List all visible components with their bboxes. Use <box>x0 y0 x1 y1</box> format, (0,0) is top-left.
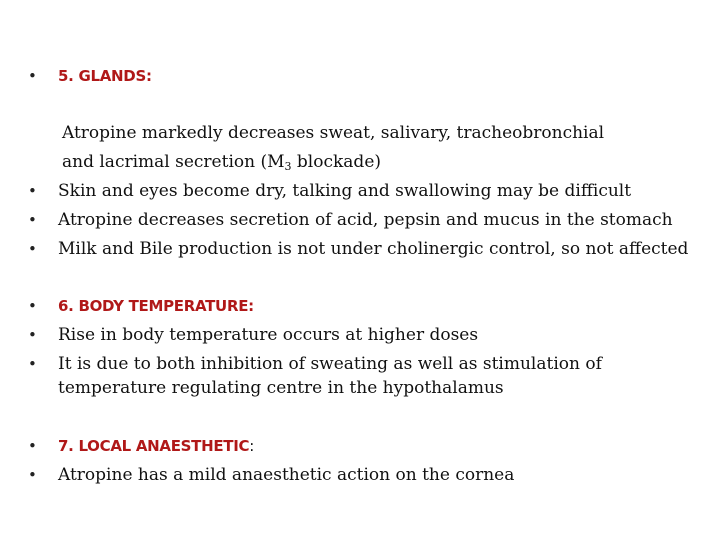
body-temperature-item: It is due to both inhibition of sweating as well as stimulation of <box>58 354 602 374</box>
glands-item: Atropine decreases secretion of acid, pepsin and mucus in the stomach <box>58 210 673 230</box>
glands-intro-line-2-text: and lacrimal secretion (M <box>62 152 285 172</box>
glands-intro-line-2-tail: blockade) <box>291 152 382 172</box>
bullet: • <box>28 211 37 229</box>
local-anaesthetic-item: Atropine has a mild anaesthetic action on the cornea <box>58 465 515 485</box>
subscript-3: 3 <box>284 160 292 173</box>
body-temperature-item: Rise in body temperature occurs at higher doses <box>58 325 479 345</box>
glands-intro-line-2 <box>62 150 381 174</box>
body-temperature-item-continuation: temperature regulating centre in the hypothalamus <box>58 378 504 398</box>
section-heading-body-temperature: 6. BODY TEMPERATURE: <box>58 297 254 315</box>
bullet: • <box>28 67 37 85</box>
bullet: • <box>28 437 37 455</box>
heading-colon: : <box>249 437 254 455</box>
bullet: • <box>28 240 37 258</box>
glands-item: Milk and Bile production is not under cholinergic control, so not affected <box>58 239 689 259</box>
section-heading-glands: 5. GLANDS: <box>58 67 152 85</box>
bullet: • <box>28 182 37 200</box>
bullet: • <box>28 326 37 344</box>
glands-intro-line-1: Atropine markedly decreases sweat, salivary, tracheobronchial <box>62 123 605 143</box>
glands-item: Skin and eyes become dry, talking and swallowing may be difficult <box>58 181 632 201</box>
local-anaesthetic-heading-text: 7. LOCAL ANAESTHETIC <box>58 437 250 455</box>
section-heading-local-anaesthetic <box>58 434 254 458</box>
bullet: • <box>28 466 37 484</box>
bullet: • <box>28 355 37 373</box>
bullet: • <box>28 297 37 315</box>
